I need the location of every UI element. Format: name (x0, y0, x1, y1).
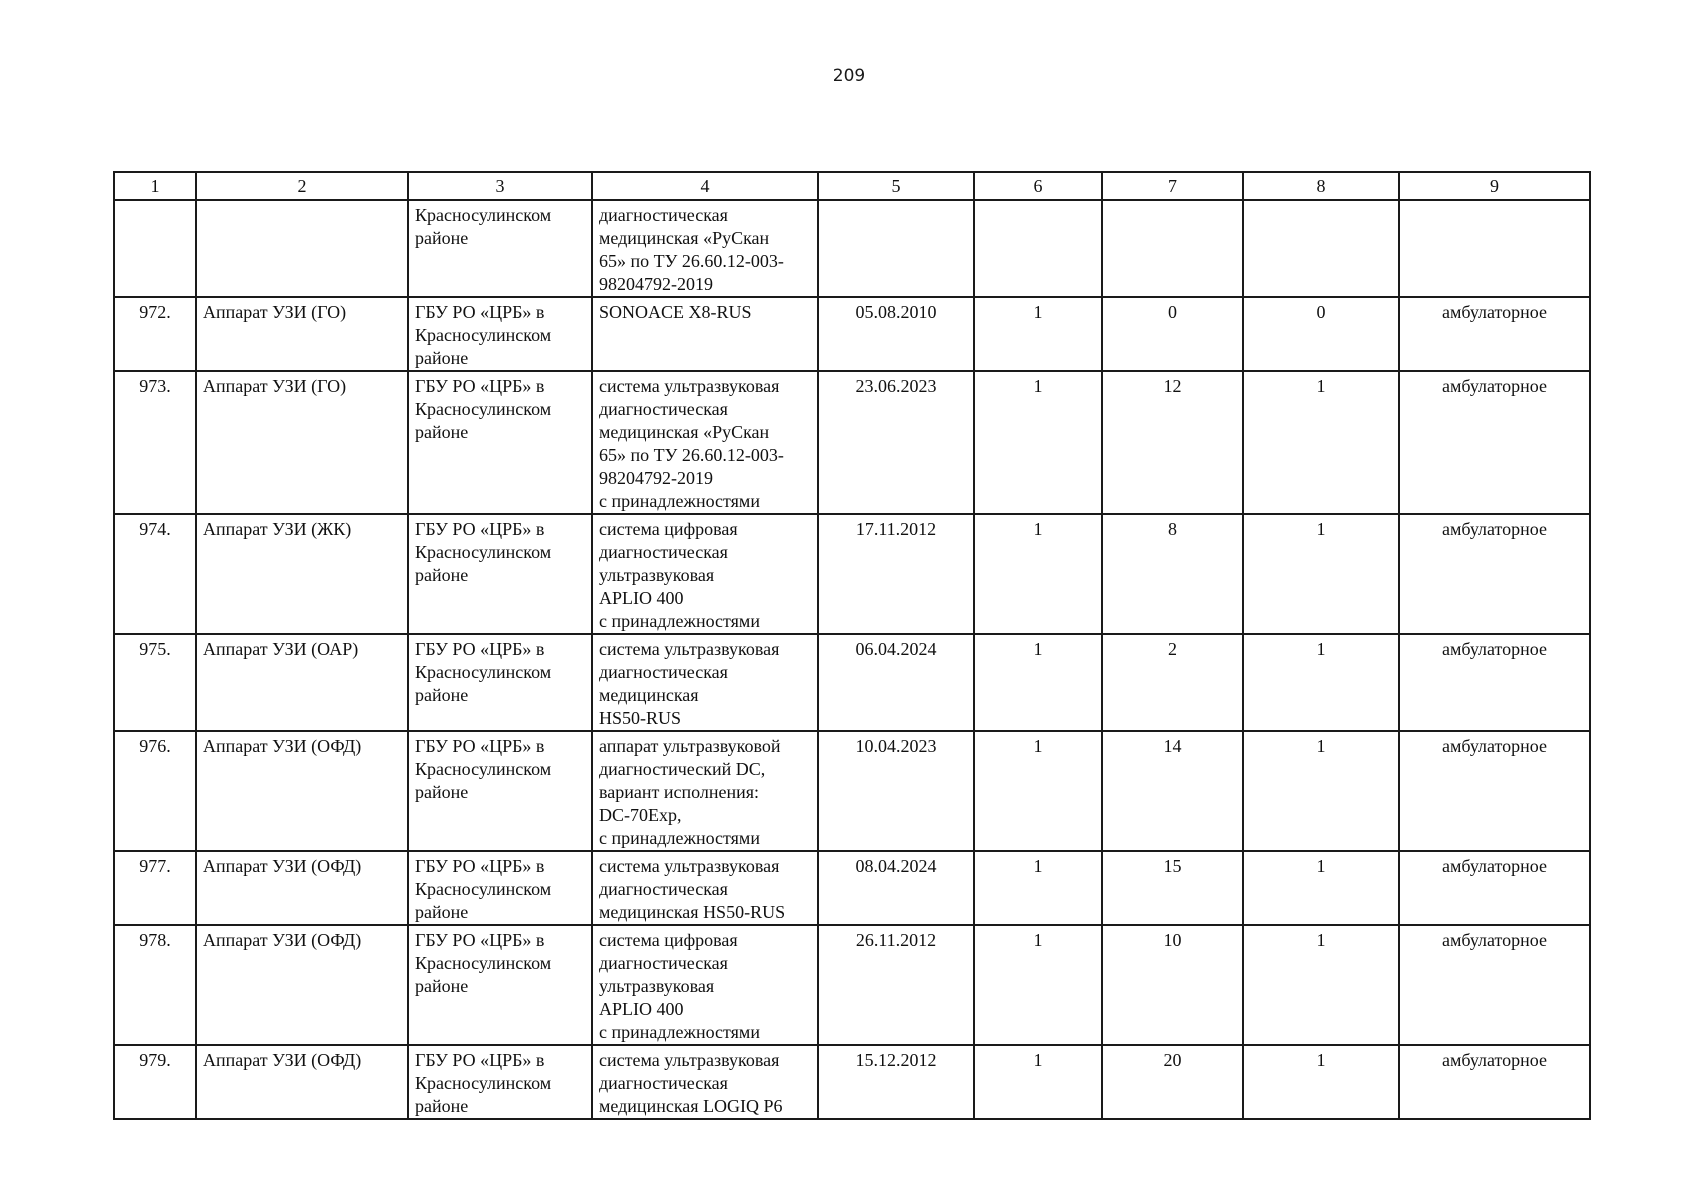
equipment-name-cell: Аппарат УЗИ (ОАР) (196, 634, 408, 731)
cell-line: ультразвуковая (599, 565, 715, 585)
date-cell: 06.04.2024 (818, 634, 974, 731)
date-cell: 08.04.2024 (818, 851, 974, 925)
cell-line: диагностическая (599, 205, 728, 225)
cell-line: система ультразвуковая (599, 376, 780, 396)
row-number-cell: 974. (114, 514, 196, 634)
cell-line: диагностическая (599, 1073, 728, 1093)
column-header-5: 5 (818, 172, 974, 200)
cell-line: районе (415, 902, 469, 922)
cell-line: ультразвуковая (599, 976, 715, 996)
cell-line: Красносулинском (415, 205, 552, 225)
page-number: 209 (832, 66, 866, 86)
cell-line: 98204792-2019 (599, 468, 713, 488)
equipment-name-cell: Аппарат УЗИ (ОФД) (196, 851, 408, 925)
cell-line: вариант исполнения: (599, 782, 760, 802)
years-cell: 20 (1102, 1045, 1243, 1119)
cell-line: 65» по ТУ 26.60.12-003- (599, 445, 784, 465)
equipment-name-cell: Аппарат УЗИ (ГО) (196, 371, 408, 514)
cell-line: SONOACE X8-RUS (599, 302, 752, 322)
column-header-7: 7 (1102, 172, 1243, 200)
cell-line: ГБУ РО «ЦРБ» в (415, 519, 545, 539)
cell-line: Красносулинском (415, 325, 552, 345)
cell-line: ГБУ РО «ЦРБ» в (415, 639, 545, 659)
cell-line: медицинская (599, 685, 699, 705)
count-cell: 1 (1243, 851, 1399, 925)
cell-line: с принадлежностями (599, 1022, 760, 1042)
column-header-3: 3 (408, 172, 592, 200)
equipment-name-cell: Аппарат УЗИ (ОФД) (196, 925, 408, 1045)
table-row (114, 731, 1590, 851)
cell-line: районе (415, 1096, 469, 1116)
equipment-name-cell: Аппарат УЗИ (ОФД) (196, 731, 408, 851)
cell-line: APLIO 400 (599, 999, 684, 1019)
cell-line: 98204792-2019 (599, 274, 713, 294)
cell-line: диагностическая (599, 879, 728, 899)
cell-line: Красносулинском (415, 662, 552, 682)
cell-line: система цифровая (599, 930, 738, 950)
condition-cell (1399, 200, 1590, 297)
cell-line: диагностическая (599, 542, 728, 562)
equipment-table (113, 171, 1591, 1120)
count-cell: 1 (1243, 731, 1399, 851)
quantity-cell: 1 (974, 851, 1102, 925)
cell-line: районе (415, 348, 469, 368)
cell-line: DC-70Exp, (599, 805, 682, 825)
organization-cell (408, 297, 592, 371)
row-number-cell: 972. (114, 297, 196, 371)
condition-cell: амбулаторное (1399, 731, 1590, 851)
count-cell: 1 (1243, 514, 1399, 634)
date-cell: 26.11.2012 (818, 925, 974, 1045)
equipment-name-cell: Аппарат УЗИ (ОФД) (196, 1045, 408, 1119)
quantity-cell: 1 (974, 1045, 1102, 1119)
cell-line: районе (415, 228, 469, 248)
date-cell (818, 200, 974, 297)
cell-line: районе (415, 565, 469, 585)
cell-line: ГБУ РО «ЦРБ» в (415, 1050, 545, 1070)
organization-cell (408, 371, 592, 514)
years-cell (1102, 200, 1243, 297)
cell-line: ГБУ РО «ЦРБ» в (415, 302, 545, 322)
quantity-cell: 1 (974, 925, 1102, 1045)
table-row (114, 1045, 1590, 1119)
model-description-cell (592, 200, 818, 297)
date-cell: 15.12.2012 (818, 1045, 974, 1119)
table-row (114, 297, 1590, 371)
count-cell: 1 (1243, 371, 1399, 514)
years-cell: 12 (1102, 371, 1243, 514)
cell-line: районе (415, 422, 469, 442)
equipment-name-cell (196, 200, 408, 297)
row-number-cell: 977. (114, 851, 196, 925)
cell-line: Красносулинском (415, 399, 552, 419)
cell-line: ГБУ РО «ЦРБ» в (415, 736, 545, 756)
years-cell: 2 (1102, 634, 1243, 731)
count-cell: 1 (1243, 925, 1399, 1045)
cell-line: диагностическая (599, 399, 728, 419)
cell-line: ГБУ РО «ЦРБ» в (415, 376, 545, 396)
quantity-cell (974, 200, 1102, 297)
cell-line: Красносулинском (415, 879, 552, 899)
date-cell: 23.06.2023 (818, 371, 974, 514)
cell-line: диагностическая (599, 662, 728, 682)
table-row (114, 514, 1590, 634)
table-body (114, 200, 1590, 1119)
model-description-cell (592, 851, 818, 925)
date-cell: 17.11.2012 (818, 514, 974, 634)
table-row (114, 851, 1590, 925)
cell-line: Красносулинском (415, 1073, 552, 1093)
cell-line: ГБУ РО «ЦРБ» в (415, 930, 545, 950)
count-cell: 1 (1243, 634, 1399, 731)
condition-cell: амбулаторное (1399, 1045, 1590, 1119)
cell-line: диагностический DC, (599, 759, 766, 779)
model-description-cell (592, 371, 818, 514)
organization-cell (408, 925, 592, 1045)
column-header-8: 8 (1243, 172, 1399, 200)
row-number-cell: 979. (114, 1045, 196, 1119)
organization-cell (408, 731, 592, 851)
cell-line: аппарат ультразвуковой (599, 736, 781, 756)
quantity-cell: 1 (974, 371, 1102, 514)
cell-line: медицинская «РуСкан (599, 422, 770, 442)
quantity-cell: 1 (974, 297, 1102, 371)
model-description-cell (592, 297, 818, 371)
date-cell: 10.04.2023 (818, 731, 974, 851)
quantity-cell: 1 (974, 731, 1102, 851)
cell-line: районе (415, 685, 469, 705)
table-row (114, 200, 1590, 297)
cell-line: система цифровая (599, 519, 738, 539)
count-cell (1243, 200, 1399, 297)
model-description-cell (592, 634, 818, 731)
years-cell: 10 (1102, 925, 1243, 1045)
quantity-cell: 1 (974, 514, 1102, 634)
row-number-cell: 975. (114, 634, 196, 731)
row-number-cell (114, 200, 196, 297)
cell-line: система ультразвуковая (599, 639, 780, 659)
condition-cell: амбулаторное (1399, 851, 1590, 925)
date-cell: 05.08.2010 (818, 297, 974, 371)
model-description-cell (592, 925, 818, 1045)
quantity-cell: 1 (974, 634, 1102, 731)
table-row (114, 634, 1590, 731)
cell-line: ГБУ РО «ЦРБ» в (415, 856, 545, 876)
years-cell: 14 (1102, 731, 1243, 851)
organization-cell (408, 514, 592, 634)
row-number-cell: 978. (114, 925, 196, 1045)
cell-line: система ультразвуковая (599, 856, 780, 876)
model-description-cell (592, 731, 818, 851)
column-header-9: 9 (1399, 172, 1590, 200)
condition-cell: амбулаторное (1399, 514, 1590, 634)
row-number-cell: 973. (114, 371, 196, 514)
cell-line: HS50-RUS (599, 708, 682, 728)
cell-line: APLIO 400 (599, 588, 684, 608)
cell-line: система ультразвуковая (599, 1050, 780, 1070)
cell-line: Красносулинском (415, 953, 552, 973)
cell-line: медицинская LOGIQ P6 (599, 1096, 783, 1116)
cell-line: диагностическая (599, 953, 728, 973)
cell-line: медицинская «РуСкан (599, 228, 770, 248)
column-header-4: 4 (592, 172, 818, 200)
cell-line: с принадлежностями (599, 611, 760, 631)
organization-cell (408, 634, 592, 731)
header-row (114, 172, 1590, 200)
row-number-cell: 976. (114, 731, 196, 851)
count-cell: 1 (1243, 1045, 1399, 1119)
table-row (114, 371, 1590, 514)
organization-cell (408, 1045, 592, 1119)
condition-cell: амбулаторное (1399, 371, 1590, 514)
model-description-cell (592, 1045, 818, 1119)
table-row (114, 925, 1590, 1045)
years-cell: 15 (1102, 851, 1243, 925)
condition-cell: амбулаторное (1399, 634, 1590, 731)
cell-line: Красносулинском (415, 542, 552, 562)
cell-line: районе (415, 782, 469, 802)
column-header-1: 1 (114, 172, 196, 200)
cell-line: медицинская HS50-RUS (599, 902, 786, 922)
count-cell: 0 (1243, 297, 1399, 371)
condition-cell: амбулаторное (1399, 925, 1590, 1045)
organization-cell (408, 200, 592, 297)
years-cell: 0 (1102, 297, 1243, 371)
condition-cell: амбулаторное (1399, 297, 1590, 371)
years-cell: 8 (1102, 514, 1243, 634)
cell-line: 65» по ТУ 26.60.12-003- (599, 251, 784, 271)
cell-line: Красносулинском (415, 759, 552, 779)
column-header-2: 2 (196, 172, 408, 200)
equipment-name-cell: Аппарат УЗИ (ГО) (196, 297, 408, 371)
cell-line: с принадлежностями (599, 491, 760, 511)
cell-line: районе (415, 976, 469, 996)
column-header-6: 6 (974, 172, 1102, 200)
equipment-name-cell: Аппарат УЗИ (ЖК) (196, 514, 408, 634)
organization-cell (408, 851, 592, 925)
cell-line: с принадлежностями (599, 828, 760, 848)
model-description-cell (592, 514, 818, 634)
